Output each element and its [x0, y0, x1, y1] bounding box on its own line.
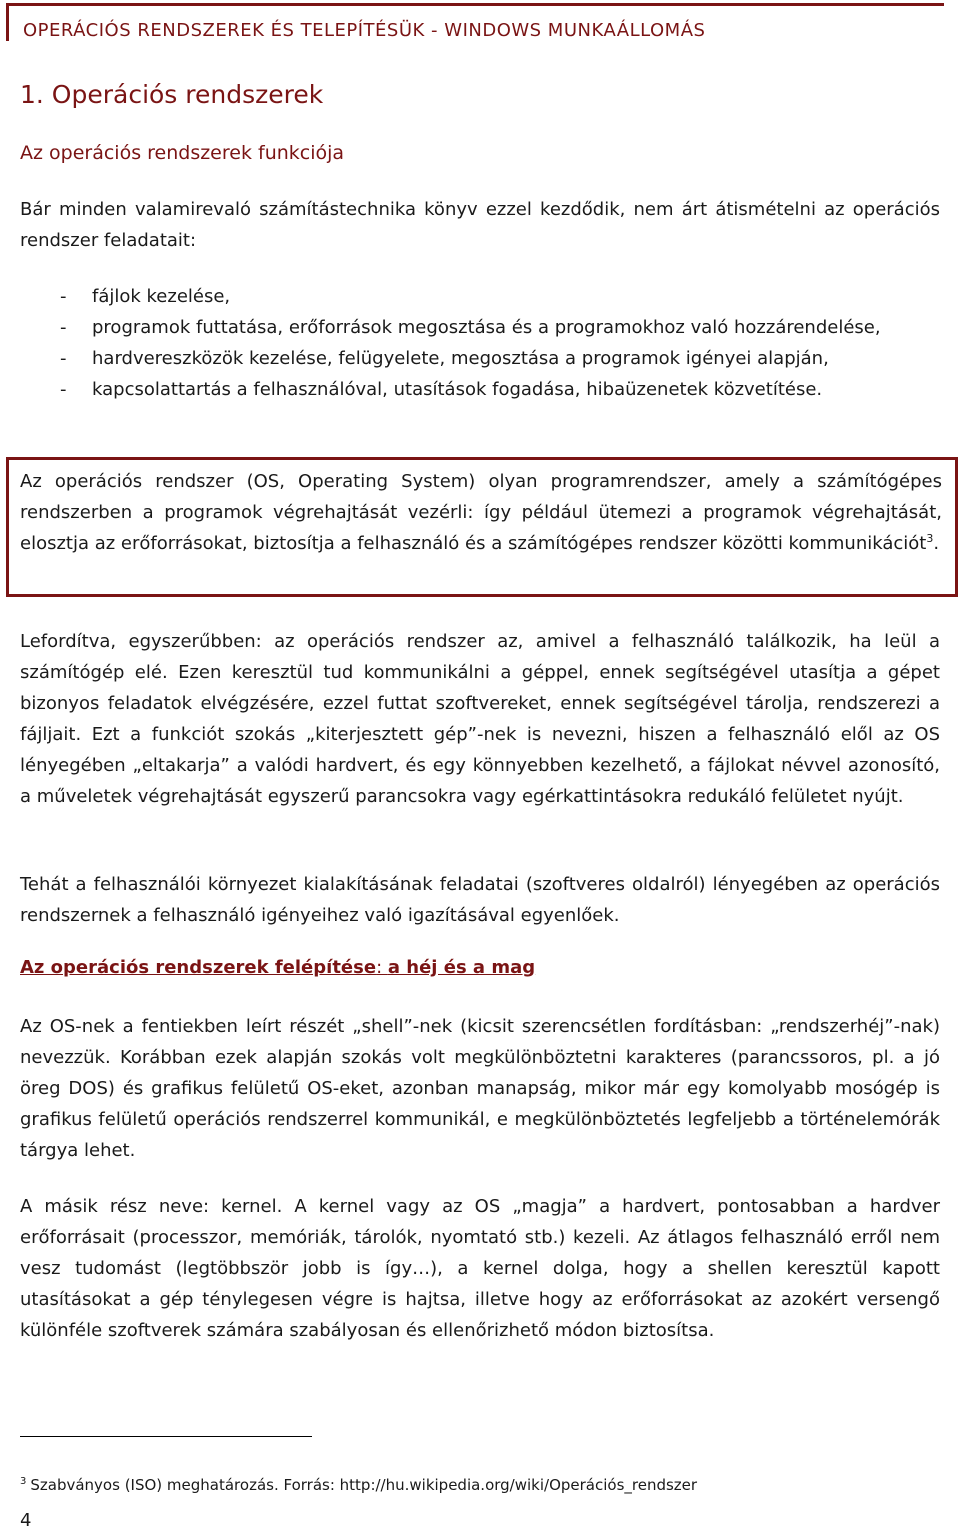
section-title-functions: Az operációs rendszerek funkciója [20, 142, 345, 164]
list-item-text: programok futtatása, erőforrások megosztása és a programokhoz való hozzárendelése, [92, 317, 881, 338]
task-list [20, 281, 940, 405]
section-title-structure-part1: Az operációs rendszerek felépítése [20, 957, 377, 978]
section-title-structure-part3: a héj és a mag [387, 957, 536, 978]
list-item [20, 312, 940, 343]
header-title: OPERÁCIÓS RENDSZEREK ÉS TELEPÍTÉSÜK - WINDOWS MUNKAÁLLOMÁS [23, 20, 706, 41]
definition-text: Az operációs rendszer (OS, Operating System) olyan programrendszer, amely a számítógépes rendszerben a programok végrehajtását vezérli: így például ütemezi a programok végrehajtását, elosztja az erőforrásokat, biztosítja a felhasználó és a számítógépes rendszer közötti kommunikációt [20, 471, 942, 554]
definition-paragraph [20, 466, 942, 559]
intro-paragraph: Bár minden valamirevaló számítástechnika könyv ezzel kezdődik, nem árt átismételni az operációs rendszer feladatait: [20, 199, 940, 251]
section-title-structure-part2: : [376, 957, 388, 978]
page-number: 4 [20, 1510, 32, 1531]
list-dash: - [60, 348, 67, 369]
paragraph-shell: Az OS-nek a fentiekben leírt részét „shell”-nek (kicsit szerencsétlen fordításban: „rendszerhéj”-nak) nevezzük. Korábban ezek alapján szokás volt megkülönböztetni karakteres (parancssoros, pl. a jó öreg DOS) és grafikus felületű OS-eket, azonban manapság, mikor már egy komolyabb mosógép is grafikus felületű operációs rendszerrel kommunikál, e megkülönböztetés legfeljebb a történelemórák tárgya lehet. [20, 1016, 940, 1161]
definition-end: . [933, 533, 940, 554]
list-item [20, 374, 940, 405]
list-dash: - [60, 286, 67, 307]
chapter-title: 1. Operációs rendszerek [20, 80, 324, 109]
page-header [6, 3, 944, 41]
list-dash: - [60, 317, 67, 338]
list-item [20, 281, 940, 312]
list-item [20, 343, 940, 374]
paragraph-user-environment: Tehát a felhasználói környezet kialakításának feladatai (szoftveres oldalról) lényegében az operációs rendszernek a felhasználó igényeihez való igazításával egyenlőek. [20, 874, 940, 926]
footnote-text: Szabványos (ISO) meghatározás. Forrás: http://hu.wikipedia.org/wiki/Operációs_rendszer [30, 1476, 698, 1494]
list-dash: - [60, 379, 67, 400]
footnote-reference[interactable]: 3 [926, 532, 934, 545]
paragraph-extended-machine: Lefordítva, egyszerűbben: az operációs rendszer az, amivel a felhasználó találkozik, ha leül a számítógép elé. Ezen keresztül tud kommunikálni a géppel, ennek segítségével utasítja a gépet bizonyos feladatok elvégzésére, ezzel futtat szoftvereket, ennek segítségével tárolja, rendszerezi a fájljait. Ezt a funkciót szokás „kiterjesztett gép”-nek is nevezni, hiszen a felhasználó elől az OS lényegében „eltakarja” a valódi hardvert, és egy könnyebben kezelhető, a fájlokat névvel azonosító, a műveletek végrehajtását egyszerű parancsokra vagy egérkattintásokra redukáló felületet nyújt. [20, 631, 940, 807]
footnote-number: 3 [20, 1476, 27, 1487]
list-item-text: kapcsolattartás a felhasználóval, utasítások fogadása, hibaüzenetek közvetítése. [92, 379, 823, 400]
list-item-text: hardvereszközök kezelése, felügyelete, megosztása a programok igényei alapján, [92, 348, 829, 369]
paragraph-kernel: A másik rész neve: kernel. A kernel vagy az OS „magja” a hardvert, pontosabban a hardver erőforrásait (processzor, memóriák, tárolók, nyomtató stb.) kezeli. Az átlagos felhasználó erről nem vesz tudomást (legtöbbször jobb is így…), a kernel dolga, hogy a shellen keresztül kapott utasításokat a gép ténylegesen végre is hajtsa, illetve hogy az erőforrásokat az azokért versengő különféle szoftverek számára szabályosan és ellenőrizhető módon biztosítsa. [20, 1196, 940, 1341]
definition-box [6, 457, 958, 597]
footnote [20, 1476, 697, 1494]
footnote-separator [20, 1436, 312, 1437]
list-item-text: fájlok kezelése, [92, 286, 231, 307]
section-title-structure [20, 957, 535, 978]
